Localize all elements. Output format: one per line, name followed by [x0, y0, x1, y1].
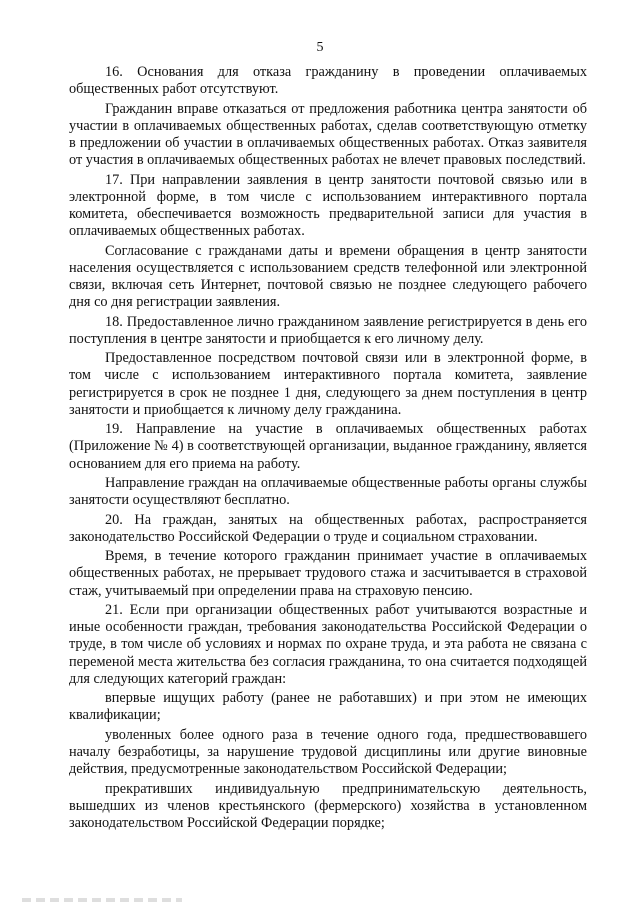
- paragraph-date-agreement: Согласование с гражданами даты и времени обращения в центр занятости населения осуществляется с использованием средств телефонной или электронной связи, включая сеть Интернет, почтовой связью не позднее следующего рабочего дня со дня регистрации заявления.: [69, 242, 587, 311]
- paragraph-free-referral: Направление граждан на оплачиваемые общественные работы органы службы занятости осуществляют бесплатно.: [69, 474, 587, 509]
- paragraph-21: 21. Если при организации общественных работ учитываются возрастные и иные особенности граждан, требования законодательства Российской Федерации о труде, в том числе об условиях и нормах по охране труда, и эта работа не связана с переменой места жительства без согласия гражданина, то она считается подходящей для следующих категорий граждан:: [69, 601, 587, 687]
- page-number: 5: [316, 40, 324, 55]
- scan-artifact: [22, 898, 182, 902]
- list-item-first-time-seekers: впервые ищущих работу (ранее не работавших) и при этом не имеющих квалификации;: [69, 690, 587, 724]
- list-item-ceased-entrepreneurs: прекративших индивидуальную предпринимательскую деятельность, вышедших из членов крестьянского (фермерского) хозяйства в установленном законодательством Российской Федерации порядке;: [69, 780, 587, 831]
- paragraph-insurance-seniority: Время, в течение которого гражданин принимает участие в оплачиваемых общественных работах, не прерывает трудового стажа и засчитывается в страховой стаж, учитываемый при определении права на страховую пенсию.: [69, 548, 587, 599]
- paragraph-16: 16. Основания для отказа гражданину в проведении оплачиваемых общественных работ отсутствуют.: [69, 64, 587, 98]
- list-item-dismissed-citizens: уволенных более одного раза в течение одного года, предшествовавшего началу безработицы, за нарушение трудовой дисциплины или другие виновные действия, предусмотренные законодательством Российской Федерации;: [69, 726, 587, 778]
- paragraph-refusal-right: Гражданин вправе отказаться от предложения работника центра занятости об участии в оплачиваемых общественных работах, сделав соответствующую отметку в предложении об участии в оплачиваемых общественных работах. Отказ заявителя от участия в оплачиваемых общественных работах не влечет правовых последствий.: [69, 100, 587, 169]
- paragraph-18: 18. Предоставленное лично гражданином заявление регистрируется в день его поступления в центре занятости и приобщается к его личному делу.: [69, 313, 587, 347]
- paragraph-17: 17. При направлении заявления в центр занятости почтовой связью или в электронной форме, в том числе с использованием интерактивного портала комитета, обеспечивается возможность предварительной записи для участия в оплачиваемых общественных работах.: [69, 171, 587, 240]
- paragraph-postal-registration: Предоставленное посредством почтовой связи или в электронной форме, в том числе с использованием интерактивного портала комитета, заявление регистрируется в срок не позднее 1 дня, следующего за днем поступления в центр занятости и приобщается к личному делу гражданина.: [69, 350, 587, 418]
- paragraph-20: 20. На граждан, занятых на общественных работах, распространяется законодательство Российской Федерации о труде и социальном страховании.: [69, 511, 587, 545]
- document-body: [69, 64, 587, 834]
- paragraph-19: 19. Направление на участие в оплачиваемых общественных работах (Приложение № 4) в соответствующей организации, выданное гражданину, является основанием для его приема на работу.: [69, 421, 587, 472]
